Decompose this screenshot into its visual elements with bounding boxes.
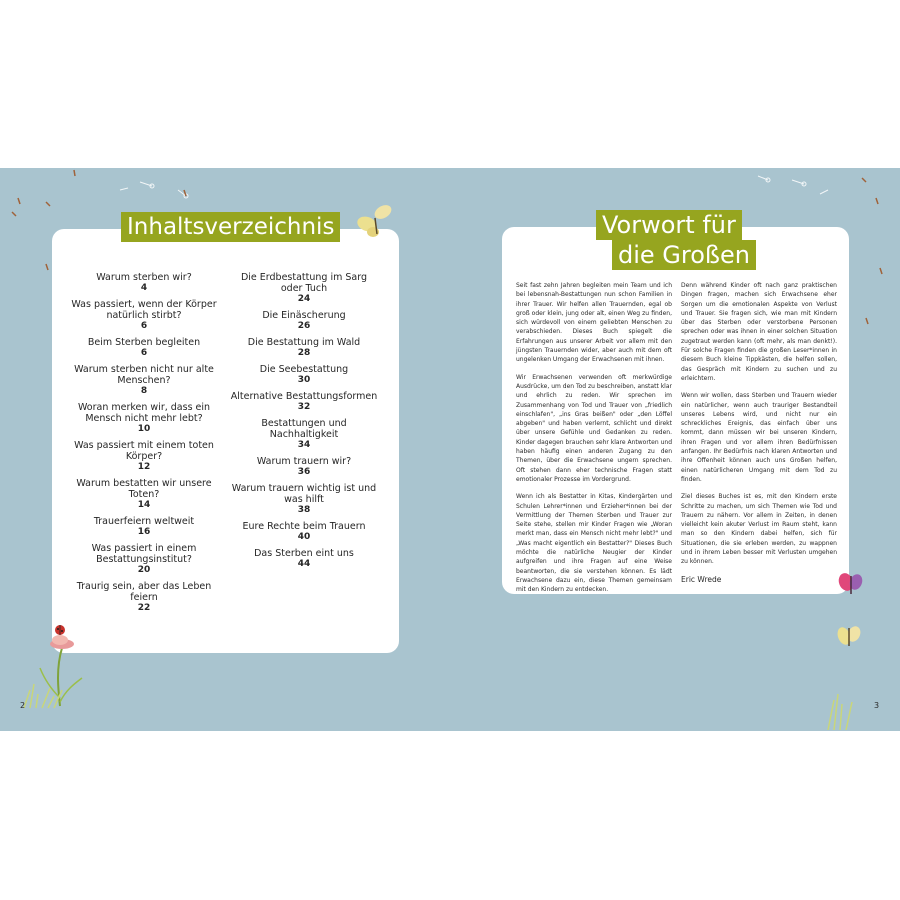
toc-entry-title: Was passiert mit einem toten Körper?: [74, 440, 214, 462]
foreword-paragraph: Wenn ich als Bestatter in Kitas, Kindergärten und Schulen Lehrer*innen und Erzieher*innen bei der Vermittlung der Themen Sterben und Trauer zur Seite stehe, stellen mir Kinder Fragen wie „Woran merkt man, dass ein Mensch nicht mehr lebt?" und „Was macht eigentlich ein Bestatter?" Dieses Buch möchte die natürliche Neugier der Kinder aufgreifen und ihre Fragen auf eine Weise beantworten, die sie verstehen können. Es lädt Erwachsene dazu ein, diese Themen gemeinsam mit den Kindern zu entdecken.: [516, 493, 672, 594]
foreword-paragraph: Seit fast zehn Jahren begleiten mein Team und ich bei lebensnah-Bestattungen nun schon Familien in ihrer Trauer. Wir helfen allen Trauernden, egal ob groß oder klein, jung oder alt, einen Weg zu finden, sich würdevoll von einem geliebten Menschen zu verabschieden. Dieses Buch spiegelt die Erfahrungen aus unserer Arbeit vor allem mit den jüngsten Trauernden wider, aber auch mit dem oft ungelenken Umgang der Erwachsenen mit ihnen.: [516, 282, 672, 364]
toc-entry-title: Trauerfeiern weltweit: [93, 516, 195, 527]
foreword-paragraph: Denn während Kinder oft nach ganz praktischen Dingen fragen, machen sich Erwachsene eher Sorgen um die emotionalen Aspekte von Verlust und Trauer. Sie fragen sich, wie man mit Kindern über das Sterben oder verstorbene Personen sprechen oder was ihnen in einer solchen Situation zugetraut werden kann (oft mehr, als man denkt!). Für solche Fragen finden die großen Leser*innen in diesem Buch kleine Tippkästen, die helfen sollen, das Gespräch mit Kindern zu suchen und zu erleichtern.: [681, 282, 837, 382]
book-spread: [0, 168, 900, 731]
toc-entry[interactable]: [229, 548, 379, 570]
grass-icon: [822, 690, 862, 730]
toc-entry-page: 44: [297, 559, 311, 569]
toc-entry-page: 4: [140, 283, 148, 293]
toc-entry-page: 26: [297, 321, 311, 331]
toc-entry-title: Warum trauern wichtig ist und was hilft: [231, 483, 377, 505]
foreword-signature: Eric Wrede: [681, 574, 722, 584]
toc-entry[interactable]: [229, 418, 379, 451]
toc-entry[interactable]: [69, 543, 219, 576]
foreword-title-line1: Vorwort für: [596, 210, 742, 240]
butterfly-yellow-icon: [353, 202, 403, 242]
toc-entry[interactable]: [69, 581, 219, 614]
toc-entry-title: Alternative Bestattungsformen: [230, 391, 378, 402]
toc-entry-page: 10: [137, 424, 151, 434]
toc-entry-page: 6: [140, 348, 148, 358]
toc-entry-page: 20: [137, 565, 151, 575]
toc-entry-page: 30: [297, 375, 311, 385]
toc-entry[interactable]: [229, 456, 379, 478]
foreword-paragraph: Ziel dieses Buches ist es, mit den Kindern erste Schritte zu machen, um sich Themen wie Tod und Trauern zu nähern. Vor allem in Zeiten, in denen vielleicht kein akuter Verlust im Raum steht, kann man so den Kindern dabei helfen, sich für Situationen, die sie erleben werden, zu wappnen und in ihrem Leben besser mit Verlusten umgehen zu können.: [681, 493, 837, 566]
toc-entry[interactable]: [229, 521, 379, 543]
toc-entry-page: 16: [137, 527, 151, 537]
toc-entry[interactable]: [229, 391, 379, 413]
toc-entry-title: Das Sterben eint uns: [254, 548, 354, 559]
foreword-column-left: [516, 281, 672, 603]
toc-entry-page: 36: [297, 467, 311, 477]
toc-entry-page: 32: [297, 402, 311, 412]
toc-entry[interactable]: [229, 483, 379, 516]
toc-entry-title: Warum bestatten wir unsere Toten?: [76, 478, 212, 500]
toc-column-right: [229, 272, 379, 575]
foreword-column-right: [681, 281, 837, 584]
toc-entry-title: Beim Sterben begleiten: [87, 337, 201, 348]
foreword-title-line2: die Großen: [612, 240, 756, 270]
grass-icon: [20, 680, 70, 710]
toc-entry-title: Traurig sein, aber das Leben feiern: [76, 581, 212, 603]
toc-entry-title: Warum sterben wir?: [96, 272, 192, 283]
page-number-right: 3: [874, 701, 880, 710]
toc-entry[interactable]: [69, 516, 219, 538]
toc-entry-title: Was passiert, wenn der Körper natürlich stirbt?: [71, 299, 217, 321]
page-number-left: 2: [20, 701, 26, 710]
toc-entry-title: Was passiert in einem Bestattungsinstitut?: [91, 543, 197, 565]
toc-entry[interactable]: [229, 337, 379, 359]
toc-entry-title: Bestattungen und Nachhaltigkeit: [261, 418, 347, 440]
toc-entry[interactable]: [69, 478, 219, 511]
toc-entry[interactable]: [229, 310, 379, 332]
toc-entry-page: 6: [140, 321, 148, 331]
toc-entry-page: 22: [137, 603, 151, 613]
toc-entry-page: 24: [297, 294, 311, 304]
toc-entry-title: Die Einäscherung: [262, 310, 346, 321]
toc-entry-title: Warum trauern wir?: [256, 456, 352, 467]
toc-entry-page: 14: [137, 500, 151, 510]
toc-entry-page: 34: [297, 440, 311, 450]
toc-entry[interactable]: [69, 402, 219, 435]
toc-entry[interactable]: [69, 299, 219, 332]
toc-entry-title: Warum sterben nicht nur alte Menschen?: [74, 364, 214, 386]
toc-entry[interactable]: [69, 364, 219, 397]
toc-entry-title: Die Seebestattung: [259, 364, 349, 375]
toc-entry[interactable]: [69, 272, 219, 294]
toc-entry[interactable]: [229, 364, 379, 386]
toc-entry-page: 38: [297, 505, 311, 515]
toc-entry-title: Die Erdbestattung im Sarg oder Tuch: [240, 272, 368, 294]
toc-entry-page: 8: [140, 386, 148, 396]
toc-entry-title: Die Bestattung im Wald: [247, 337, 361, 348]
toc-entry-page: 12: [137, 462, 151, 472]
toc-entry[interactable]: [69, 440, 219, 473]
foreword-paragraph: Wenn wir wollen, dass Sterben und Trauern wieder ein natürlicher, wenn auch trauriger Bestandteil unseres Lebens wird, und nicht nur ein schreckliches Ereignis, das einfach über uns kommt, dann müssen wir bei unseren Kindern, ihren Fragen und vor allem ihren Bedürfnissen anfangen. Ihr Bedürfnis nach klaren Antworten und ihre Offenheit können auch uns Großen helfen, einen natürlicheren Umgang mit dem Tod zu finden.: [681, 392, 837, 483]
toc-entry-title: Eure Rechte beim Trauern: [242, 521, 366, 532]
toc-entry-page: 40: [297, 532, 311, 542]
foreword-paragraph: Wir Erwachsenen verwenden oft merkwürdige Ausdrücke, um den Tod zu beschreiben, anstatt klar und ehrlich zu reden. Wir sprechen im Zusammenhang von Tod und Trauer von „friedlich einschlafen", „ins Gras beißen" oder „den Löffel abgeben" und haben verlernt, schlicht und direkt über unsere Gefühle und Gedanken zu reden. Kinder dagegen brauchen sehr klare Antworten und haben häufig einen anderen Zugang zu den Themen, über die Erwachsene ungern sprechen. Oft stehen dann eher technische Fragen statt emotionaler Prozesse im Vordergrund.: [516, 373, 672, 483]
butterfly-pink-icon: [836, 570, 866, 600]
butterfly-yellow-icon: [834, 622, 864, 652]
toc-entry-page: 28: [297, 348, 311, 358]
toc-entry-title: Woran merken wir, dass ein Mensch nicht mehr lebt?: [77, 402, 211, 424]
toc-entry[interactable]: [69, 337, 219, 359]
toc-column-left: [69, 272, 219, 619]
toc-title: Inhaltsverzeichnis: [121, 212, 340, 242]
toc-entry[interactable]: [229, 272, 379, 305]
